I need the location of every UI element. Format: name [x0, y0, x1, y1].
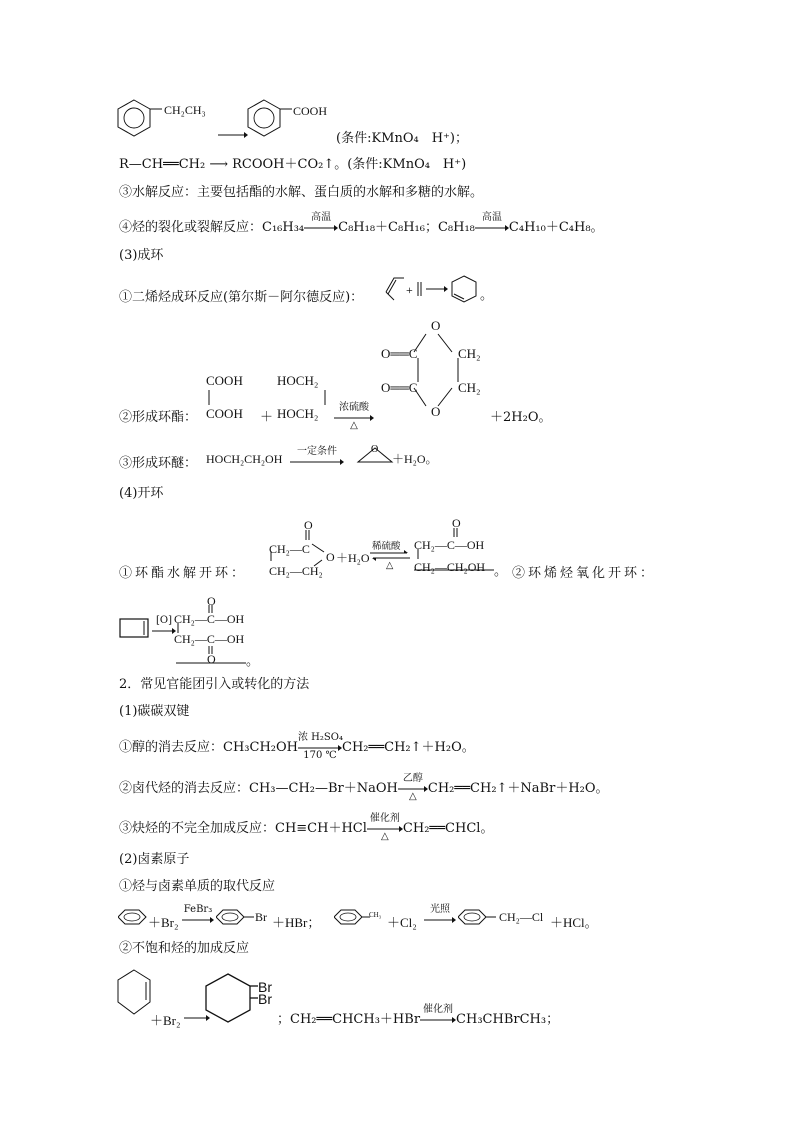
- hbr-product: ＋HBr；: [272, 915, 321, 930]
- br2-reagent: ＋Br₂: [148, 915, 179, 930]
- bromo-group: Br: [255, 910, 267, 924]
- ester-water: ＋2H₂O。: [490, 410, 552, 425]
- ethyl-group: CH₂CH₃: [164, 103, 206, 117]
- lactone-oxygen: O: [304, 518, 313, 532]
- cycloalkene-label: ②环烯烃氧化开环：: [512, 566, 657, 581]
- lactone-ch2-bottom: CH₂—CH₂: [269, 564, 323, 578]
- plus-sign: ＋: [260, 409, 274, 424]
- cracking-line: ④烃的裂化或裂解反应：C₁₆H₃₄ 高温 C₈H₁₈＋C₈H₁₆；C₈H₁₈ 高温 C₄H₁₀＋C₄H₈。: [119, 211, 604, 235]
- halogen-heading: (2)卤素原子: [119, 852, 190, 867]
- ring-oxygen-top: O: [431, 318, 441, 333]
- alkyne-addition: ③炔烃的不完全加成反应：CH≡CH＋HCl 催化剂 △ CH₂══CHCl。: [119, 812, 494, 842]
- dibromocyclohexane-structure: [202, 968, 262, 1028]
- diacid-o-top: O: [207, 594, 216, 608]
- cracking-arrow-2: 高温: [475, 224, 509, 232]
- oxidation-arrow: [O]: [152, 627, 176, 635]
- carbonyl-bottom: O══C: [381, 380, 418, 395]
- hcl-product: ＋HCl。: [550, 915, 598, 930]
- alkyne-arrow: 催化剂 △: [367, 825, 403, 833]
- ring-oxygen-bottom: O: [431, 404, 441, 419]
- diels-alder-equation: [380, 272, 490, 306]
- double-bond-heading: (1)碳碳双键: [119, 704, 190, 719]
- diels-alder-end: 。: [480, 288, 494, 303]
- halide-elimination: ②卤代烃的消去反应：CH₃—CH₂—Br＋NaOH 乙醇 △ CH₂══CH₂↑＋NaBr＋H₂O。: [119, 772, 609, 802]
- cyclic-ester-label: ②形成环酯：: [119, 410, 198, 425]
- lactone-ch2-top: CH₂—C: [269, 542, 310, 556]
- alcohol-arrow: 浓 H₂SO₄ 170 ℃: [298, 731, 343, 761]
- ester-arrow: 浓硫酸 △: [334, 414, 374, 422]
- diacid-o-bottom: O: [207, 652, 216, 666]
- ring-ch2-top: CH₂: [458, 346, 481, 361]
- diels-alder-line: ①二烯烃成环反应(第尔斯－阿尔德反应)：: [119, 290, 364, 305]
- propene-arrow: 催化剂: [420, 1016, 456, 1024]
- ring-formation-heading: (3)成环: [119, 248, 164, 263]
- carboxyl-group: COOH: [293, 104, 328, 118]
- hydrolysis-line: ③水解反应：主要包括酯的水解、蛋白质的水解和多糖的水解。: [119, 185, 484, 200]
- condition-text: (条件:KMnO₄ H⁺)；: [336, 131, 468, 146]
- ethylene-glycol: HOCH₂CH₂OH: [206, 452, 283, 466]
- acid-top: CH₂—C—OH: [414, 538, 485, 552]
- cracking-arrow: 高温: [304, 224, 338, 232]
- bond-line: [206, 389, 214, 407]
- febr3-arrow: FeBr₃: [182, 916, 214, 924]
- propene-addition: ；CH₂══CHCH₃＋HBr 催化剂 CH₃CHBrCH₃；: [277, 1003, 560, 1027]
- oxalic-cooh-top: COOH: [206, 373, 243, 388]
- cyclobutene-structure: [118, 617, 152, 641]
- add-br2: ＋Br₂: [150, 1013, 181, 1028]
- diacid-end: 。: [246, 654, 260, 669]
- bond-line: [322, 389, 330, 407]
- lactone-ring-o: O: [326, 550, 335, 564]
- ring-opening-heading: (4)开环: [119, 486, 164, 501]
- glycol-bottom: HOCH₂: [277, 406, 319, 421]
- cl2-reagent: ＋Cl₂: [387, 915, 417, 930]
- ether-arrow: 一定条件: [290, 458, 344, 466]
- section-2-heading: 2．常见官能团引入或转化的方法: [119, 677, 310, 692]
- diacid-bottom: CH₂—C—OH: [174, 632, 245, 646]
- oxalic-cooh-bottom: COOH: [206, 406, 243, 421]
- alcohol-elimination: ①醇的消去反应：CH₃CH₂OH 浓 H₂SO₄ 170 ℃ CH₂══CH₂↑＋H₂O。: [119, 731, 475, 761]
- svg-text:O: O: [371, 444, 379, 455]
- alkene-oxidation-line: R—CH══CH₂ ⟶ RCOOH＋CO₂↑。(条件:KMnO₄ H⁺): [119, 157, 467, 172]
- addition-heading: ②不饱和烃的加成反应: [119, 941, 250, 956]
- acid-bottom: CH₂—CH₂OH: [414, 560, 486, 574]
- lactone-label: ①环酯水解开环：: [119, 566, 248, 581]
- acid-carbonyl-o: O: [452, 516, 461, 530]
- ether-water: ＋H₂O。: [392, 452, 438, 466]
- methyl-group: CH₃: [369, 911, 382, 919]
- chloromethyl-group: CH₂—Cl: [499, 910, 544, 924]
- carbonyl-top: O══C: [381, 346, 418, 361]
- ring-ch2-bottom: CH₂: [458, 380, 481, 395]
- halide-arrow: 乙醇 △: [398, 785, 428, 793]
- svg-text:+: +: [406, 283, 413, 297]
- diacid-top: CH₂—C—OH: [174, 612, 245, 626]
- lactone-end: 。: [494, 564, 508, 579]
- cyclic-ether-label: ③形成环醚：: [119, 456, 198, 471]
- glycol-top: HOCH₂: [277, 373, 319, 388]
- benzene-structure: [118, 908, 148, 926]
- substitution-heading: ①烃与卤素单质的取代反应: [119, 879, 276, 894]
- equilibrium-arrow: 稀硫酸 △: [370, 544, 410, 568]
- lactone-plus-water: ＋H₂O: [336, 551, 370, 565]
- bromo-a: Br: [258, 979, 272, 995]
- light-arrow: 光照: [424, 916, 456, 924]
- bromo-b: Br: [258, 991, 272, 1007]
